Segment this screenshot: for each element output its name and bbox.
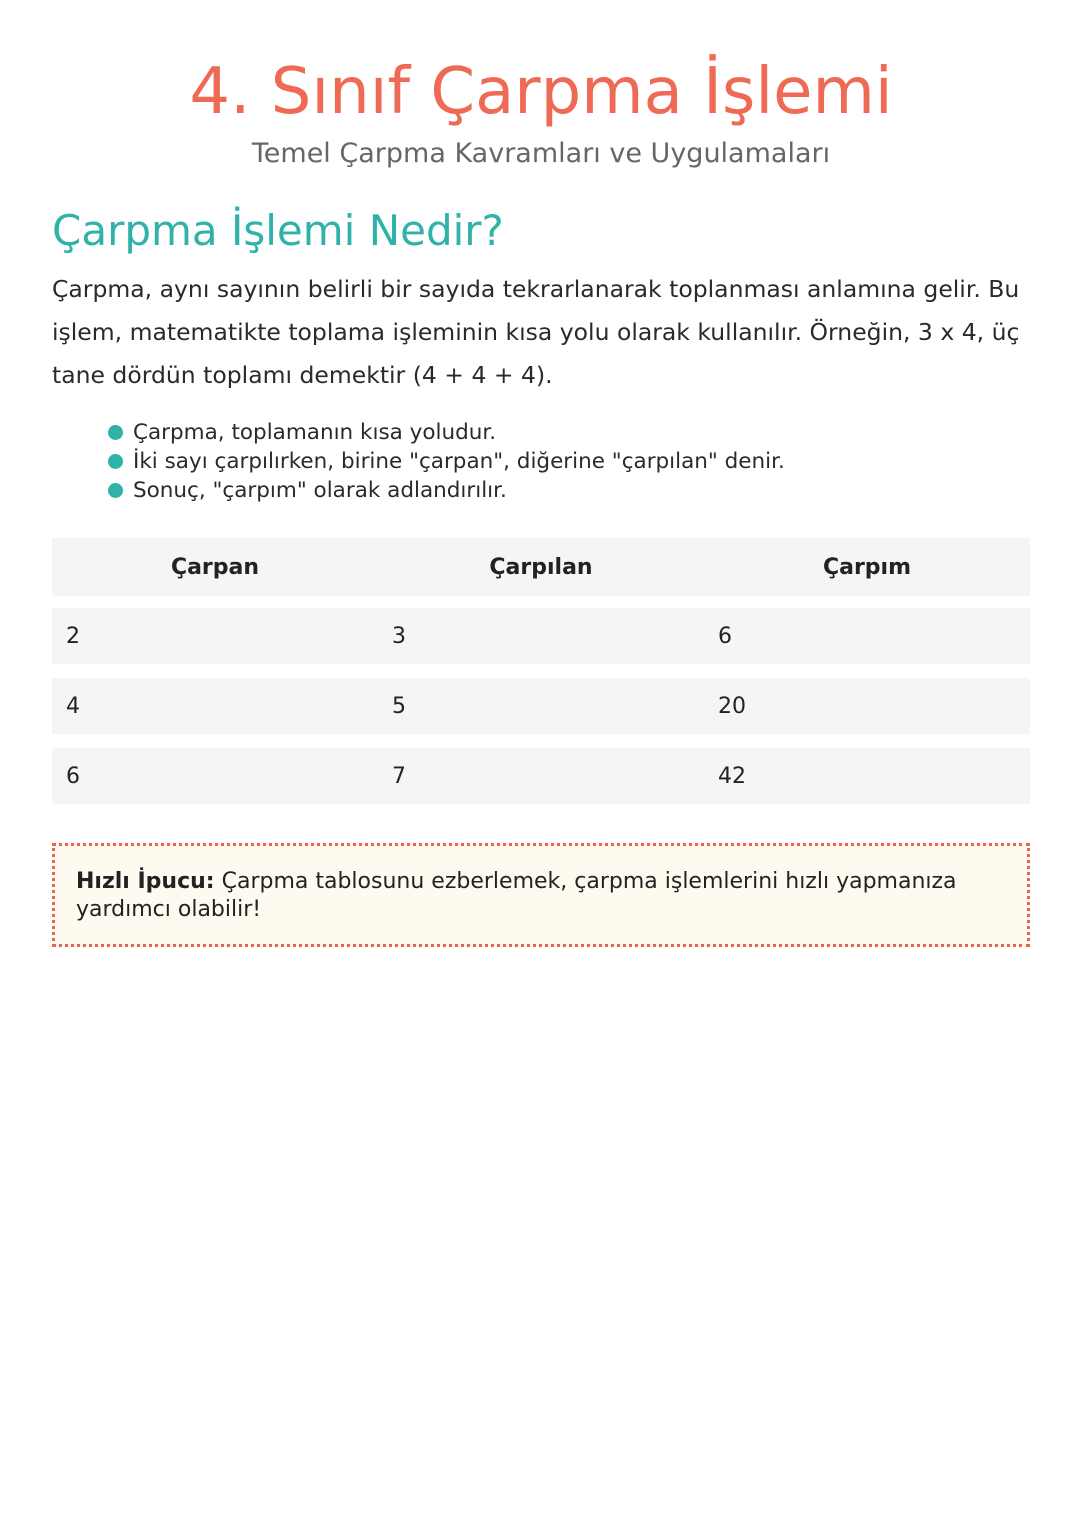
column-header-carpilan: Çarpılan	[489, 554, 593, 580]
quick-tip-box	[52, 843, 1030, 947]
column-header-carpim: Çarpım	[822, 554, 912, 580]
table-cell: 6	[66, 763, 80, 789]
bullet-list	[108, 418, 785, 505]
bullet-item	[108, 418, 785, 447]
table-cell: 4	[66, 693, 80, 719]
bullet-dot-icon	[108, 454, 123, 469]
multiplication-table	[52, 538, 1030, 818]
table-cell: 5	[392, 693, 406, 719]
table-cell: 20	[718, 693, 746, 719]
bullet-item	[108, 476, 785, 505]
column-header-carpan: Çarpan	[170, 554, 260, 580]
table-cell: 2	[66, 623, 80, 649]
bullet-item	[108, 447, 785, 476]
table-cell: 7	[392, 763, 406, 789]
table-row	[52, 678, 1030, 734]
table-cell: 6	[718, 623, 732, 649]
bullet-dot-icon	[108, 425, 123, 440]
table-cell: 3	[392, 623, 406, 649]
table-row	[52, 608, 1030, 664]
bullet-text: İki sayı çarpılırken, birine "çarpan", diğerine "çarpılan" denir.	[133, 449, 785, 474]
section-heading: Çarpma İşlemi Nedir?	[52, 206, 504, 255]
table-row	[52, 748, 1030, 804]
bullet-text: Çarpma, toplamanın kısa yoludur.	[133, 420, 497, 445]
bullet-text: Sonuç, "çarpım" olarak adlandırılır.	[133, 478, 507, 503]
intro-paragraph: Çarpma, aynı sayının belirli bir sayıda tekrarlanarak toplanması anlamına gelir. Bu işlem, matematikte toplama işleminin kısa yolu olarak kullanılır. Örneğin, 3 x 4, üç tane dördün toplamı demektir (4 + 4 + 4).	[52, 275, 1020, 389]
tip-label: Hızlı İpucu:	[76, 869, 215, 894]
tip-text: Çarpma tablosunu ezberlemek, çarpma işlemlerini hızlı yapmanıza yardımcı olabilir!	[76, 869, 957, 922]
page-subtitle: Temel Çarpma Kavramları ve Uygulamaları	[251, 138, 831, 169]
bullet-dot-icon	[108, 483, 123, 498]
table-cell: 42	[718, 763, 746, 789]
page-title: 4. Sınıf Çarpma İşlemi	[189, 55, 893, 129]
table-header-row	[52, 538, 1030, 596]
